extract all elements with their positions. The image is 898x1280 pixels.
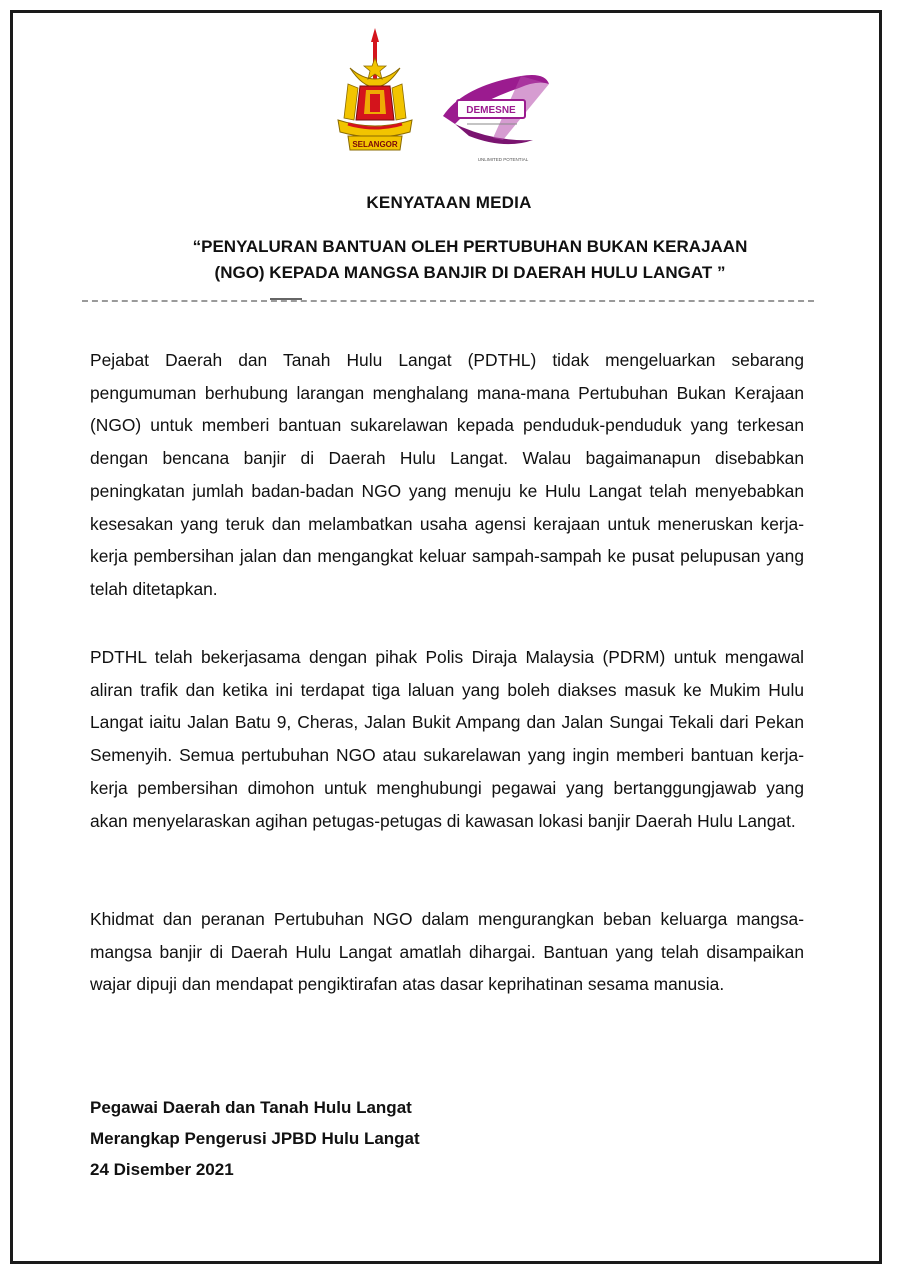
selangor-label: SELANGOR <box>352 140 398 149</box>
divider-accent <box>270 298 302 300</box>
paragraph-3: Khidmat dan peranan Pertubuhan NGO dalam mengurangkan beban keluarga mangsa-mangsa banjir di Daerah Hulu Langat amatlah dihargai. Bantuan yang telah disampaikan wajar dipuji dan mendapat pengiktirafan atas dasar keprihatinan sesama manusia. <box>90 909 804 995</box>
signatory-title: Pegawai Daerah dan Tanah Hulu Langat <box>90 1098 412 1117</box>
demesne-tagline: UNLIMITED POTENTIAL <box>477 157 529 162</box>
document-title: KENYATAAN MEDIA <box>366 193 532 212</box>
paragraph-2: PDTHL telah bekerjasama dengan pihak Polis Diraja Malaysia (PDRM) untuk mengawal aliran trafik dan ketika ini terdapat tiga laluan yang boleh diakses masuk ke Mukim Hulu Langat iaitu Jalan Batu 9, Cheras, Jalan Bukit Ampang dan Jalan Sungai Tekali dari Pekan Semenyih. Semua pertubuhan NGO atau sukarelawan yang ingin memberi bantuan kerja-kerja pembersihan dimohon untuk menghubungi pegawai yang bertanggungjawab yang akan menyelaraskan agihan petugas-petugas di kawasan lokasi banjir Daerah Hulu Langat. <box>90 647 804 831</box>
subject-line-2: (NGO) KEPADA MANGSA BANJIR DI DAERAH HULU LANGAT ” <box>214 263 726 282</box>
selangor-crest-logo <box>330 28 420 156</box>
statement-subject <box>150 234 790 286</box>
header-logos <box>320 28 570 162</box>
demesne-label: DEMESNE <box>466 105 516 116</box>
header-divider <box>82 300 814 302</box>
signatory-role: Merangkap Pengerusi JPBD Hulu Langat <box>90 1129 420 1148</box>
subject-line-1: “PENYALURAN BANTUAN OLEH PERTUBUHAN BUKAN KERAJAAN <box>192 237 748 256</box>
demesne-logo <box>433 58 558 163</box>
paragraph-1: Pejabat Daerah dan Tanah Hulu Langat (PDTHL) tidak mengeluarkan sebarang pengumuman berhubung larangan menghalang mana-mana Pertubuhan Bukan Kerajaan (NGO) untuk memberi bantuan sukarelawan kepada penduduk-penduduk yang terkesan dengan bencana banjir di Daerah Hulu Langat. Walau bagaimanapun disebabkan peningkatan jumlah badan-badan NGO yang menuju ke Hulu Langat telah menyebabkan kesesakan yang teruk dan melambatkan usaha agensi kerajaan untuk meneruskan kerja-kerja pembersihan jalan dan mengangkat keluar sampah-sampah ke pusat pelupusan yang telah ditetapkan. <box>90 350 804 599</box>
signature-block <box>90 1092 590 1185</box>
statement-date: 24 Disember 2021 <box>90 1160 234 1179</box>
